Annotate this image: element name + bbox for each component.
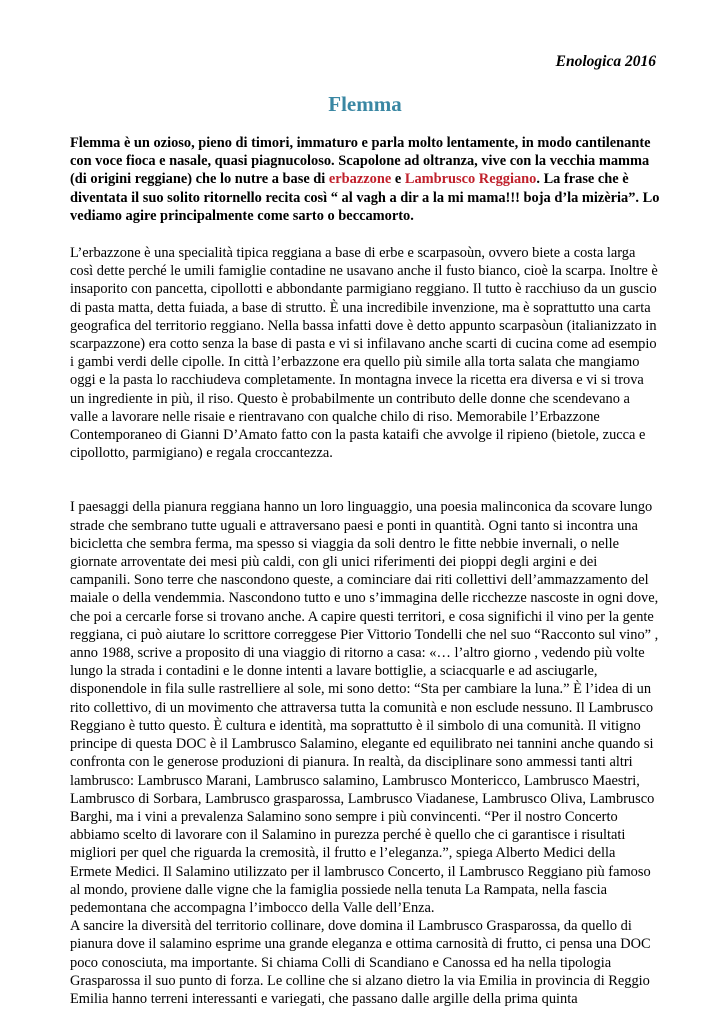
intro-text-1: Flemma è un ozioso, pieno di timori, immaturo e parla molto lentamente, in modo cantilenante con voce fioca e nasale, quasi piagnucoloso. Scapolone ad oltranza, vive con la vecchia mamma (di origini reggiane) che lo nutre a base di [70, 135, 651, 188]
page-title: Flemma [328, 92, 402, 116]
paragraph-spacer [70, 462, 660, 498]
paragraph-erbazzone: L’erbazzone è una specialità tipica reggiana a base di erbe e scarpasoùn, ovvero biete a costa larga così dette perché le umili famiglie contadine ne usavano anche il fusto bianco, cioè la scarpa. Inoltre è insaporito con pancetta, cipollotti e abbondante parmigiano reggiano. Il tutto è racchiuso da un guscio di pasta matta, detta fuiada, a base di strutto. È una incredibile invenzione, ma è soprattutto una carta geografica del territorio reggiano. Nella bassa infatti dove è detto appunto scarpasòun (italianizzato in scarpazzone) era cotto senza la base di pasta e vi si infilavano anche scarti di cucina come ad esempio i gambi verdi delle cipolle. In città l’erbazzone era quello più simile alla torta salata che mangiamo oggi e la pasta lo racchiudeva completamente. In montagna invece la ricetta era diversa e vi si trova un ingrediente in più, il riso. Questo è probabilmente un contributo delle donne che scendevano a valle a lavorare nelle risaie e rientravano con qualche chilo di riso. Memorabile l’Erbazzone Contemporaneo di Gianni D’Amato fatto con la pasta kataifi che avvolge il ripieno (bietole, zucca e cipollotto, parmigiano) e regala croccantezza. [70, 245, 658, 462]
paragraph-paesaggi: I paesaggi della pianura reggiana hanno un loro linguaggio, una poesia malinconica da scovare lungo strade che sembrano tutte uguali e attraversano paesi e ponti in quantità. Ogni tanto si incontra una bicicletta che sembra ferma, ma spesso si viaggia da soli dentro le fitte nebbie invernali, o nelle giornate arroventate dei mesi più caldi, con gli unici riferimenti dei pioppi degli argini e dei campanili. Sono terre che nascondono queste, a cominciare dai riti collettivi dell’ammazzamento del maiale o della vendemmia. Nascondono tutto e uno s’immagina delle ricchezze nascoste in ogni dove, che poi a cercarle forse si trovano anche. A capire questi territori, e cosa significhi il vino per la gente reggiana, ci può aiutare lo scrittore correggese Pier Vittorio Tondelli che nel suo “Racconto sul vino” , anno 1988, scrive a proposito di una viaggio di ritorno a casa: «… l’altro giorno , vedendo più volte lungo la strada i contadini e le donne intenti a lavare bottiglie, a sciacquarle e ad asciugarle, disponendole in fila sulle rastrelliere al sole, mi sono detto: “Sta per cambiare la luna.” È l’idea di un rito collettivo, di un movimento che attraversa tutta la comunità e non esclude nessuno. Il Lambrusco Reggiano è tutto questo. È cultura e identità, ma soprattutto è il simbolo di una comunità. Il vitigno principe di questa DOC è il Lambrusco Salamino, elegante ed equilibrato nei tannini anche quando si confronta con le generose produzioni di pianura. In realtà, da disciplinare sono ammessi tanti altri lambrusco: Lambrusco Marani, Lambrusco salamino, Lambrusco Montericco, Lambrusco Maestri, Lambrusco di Sorbara, Lambrusco grasparossa, Lambrusco Viadanese, Lambrusco Oliva, Lambrusco Barghi, ma i vini a prevalenza Salamino sono sempre i più convincenti. “Per il nostro Concerto abbiamo scelto di lavorare con il Salamino in purezza perché è quello che ci garantisce i risultati migliori per quel che riguarda la cremosità, il frutto e l’eleganza.”, spiega Alberto Medici della Ermete Medici. Il Salamino utilizzato per il lambrusco Concerto, il Lambrusco Reggiano più famoso al mondo, proviene dalle vigne che la famiglia possiede nella tenuta La Rampata, nella fascia pedemontana che accompagna l’imbocco della Valle dell’Enza. [70, 499, 659, 916]
intro-text-2: e [391, 171, 405, 188]
intro-paragraph [70, 134, 660, 225]
header-label: Enologica 2016 [555, 53, 656, 70]
intro-text-3: . La frase che è diventata il suo solito ritornello recita così “ al vagh a dir a la mi mama!!! boja d’la mizèria”. Lo vediamo agire principalmente come sarto o beccamorto. [70, 171, 660, 224]
paragraph-grasparossa: A sancire la diversità del territorio collinare, dove domina il Lambrusco Grasparossa, da quello di pianura dove il salamino esprime una grande eleganza e ottima carnosità di frutto, ci pensa una DOC poco conosciuta, ma importante. Si chiama Colli di Scandiano e Canossa ed ha nella tipologia Grasparossa il suo punto di forza. Le colline che si alzano dietro la via Emilia in provincia di Reggio Emilia hanno terreni interessanti e variegati, che passano dalle argille della prima quinta [70, 918, 651, 1007]
document-page [70, 52, 660, 1008]
intro-highlight-lambrusco: Lambrusco Reggiano [404, 171, 537, 188]
intro-highlight-erbazzone: erbazzone [328, 171, 392, 188]
